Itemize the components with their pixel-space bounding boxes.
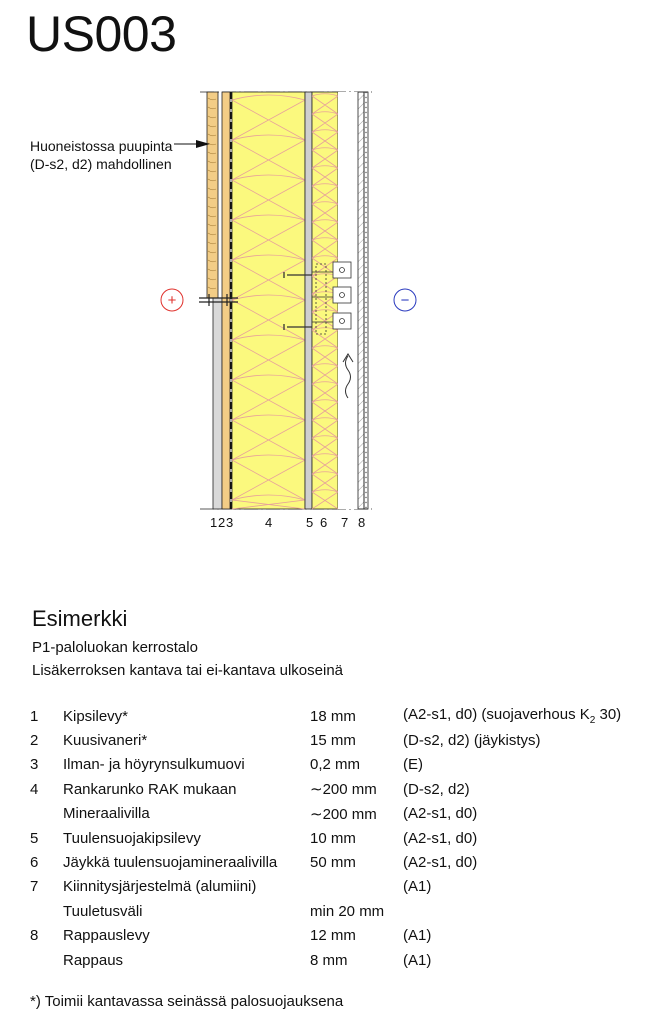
layer-number-cell: 7 <box>30 878 39 896</box>
thickness-cell <box>310 875 403 899</box>
fire-class-text: (A1) <box>403 927 432 945</box>
layer-table <box>30 704 621 972</box>
layer-number-cell <box>30 948 63 972</box>
table-row <box>30 850 621 874</box>
thickness-cell: ∼200 mm <box>310 781 377 799</box>
section-subtitle-2: Lisäkerroksen kantava tai ei-kantava ulkoseinä <box>32 662 344 679</box>
material-cell: Mineraalivilla <box>63 805 150 823</box>
layer-number-cell: 6 <box>30 854 39 872</box>
material-cell: Tuulensuojakipsilevy <box>63 829 201 847</box>
fire-class-text: (A1) <box>403 878 432 896</box>
table-row <box>30 802 621 826</box>
layer-8-render <box>364 92 368 509</box>
layer-number: 7 <box>341 515 349 530</box>
fire-class-cell <box>403 875 621 899</box>
thickness-cell: 0,2 mm <box>310 756 361 774</box>
fire-class-text: (A2-s1, d0) <box>403 829 478 847</box>
annotation-line-2: (D-s2, d2) mahdollinen <box>30 156 172 172</box>
thickness-cell: 15 mm <box>310 732 356 750</box>
fire-class-text: (A1) <box>403 951 432 969</box>
fire-class-text: (A2-s1, d0) <box>403 805 478 823</box>
footnote: *) Toimii kantavassa seinässä palosuojauksena <box>30 993 344 1010</box>
layer-number-cell: 8 <box>30 927 39 945</box>
wood-panel <box>207 92 218 298</box>
layer-number-cell <box>30 802 63 826</box>
layer-number-cell: 4 <box>30 780 39 798</box>
layer-number-cell: 3 <box>30 756 39 774</box>
fire-class-cell <box>403 948 621 972</box>
drawing-title: US003 <box>26 6 177 62</box>
thickness-cell: 50 mm <box>310 854 356 872</box>
layer-number: 2 <box>218 515 226 530</box>
fire-class-cell <box>403 753 621 777</box>
fire-class-text: (A2-s1, d0) (suojaverhous K <box>403 706 590 724</box>
thickness-cell: 12 mm <box>310 927 356 945</box>
surface-annotation <box>30 137 172 173</box>
layer-number: 5 <box>306 515 314 530</box>
material-cell: Rappaus <box>63 951 124 969</box>
fire-class-text: (D-s2, d2) <box>403 780 470 798</box>
layer-4-mineral-wool <box>232 92 305 509</box>
layer-number: 4 <box>265 515 273 530</box>
layer-number-cell <box>30 899 63 923</box>
fire-class-cell <box>403 924 621 948</box>
table-row <box>30 875 621 899</box>
table-row <box>30 826 621 850</box>
table-row <box>30 704 621 728</box>
fire-class-text: (D-s2, d2) (jäykistys) <box>403 732 541 750</box>
fire-class-cell <box>403 850 621 874</box>
thickness-cell: 8 mm <box>310 951 348 969</box>
table-row <box>30 948 621 972</box>
fire-class-suffix: 30) <box>595 706 622 724</box>
material-cell: Rappauslevy <box>63 927 150 945</box>
material-cell: Rankarunko RAK mukaan <box>63 780 237 798</box>
thickness-cell: 18 mm <box>310 707 356 725</box>
layer-number: 1 <box>210 515 218 530</box>
layer-2-plywood <box>222 92 230 509</box>
layer-1-gypsum-board <box>213 298 222 509</box>
layer-number: 8 <box>358 515 366 530</box>
fire-class-text: (A2-s1, d0) <box>403 854 478 872</box>
table-row <box>30 728 621 752</box>
fire-class-cell <box>403 704 621 728</box>
section-subtitle-1: P1-paloluokan kerrostalo <box>32 639 198 656</box>
thickness-cell: ∼200 mm <box>310 805 377 823</box>
table-row <box>30 899 621 923</box>
section-heading: Esimerkki <box>32 606 128 631</box>
layer-8-render-board <box>358 92 364 509</box>
material-cell: Jäykkä tuulensuojamineraalivilla <box>63 854 278 872</box>
fire-class-cell <box>403 728 621 752</box>
thickness-cell: 10 mm <box>310 829 356 847</box>
table-row <box>30 753 621 777</box>
layer-number-cell: 2 <box>30 732 39 750</box>
material-cell: Kiinnitysjärjestelmä (alumiini) <box>63 878 257 896</box>
layer-number-cell: 1 <box>30 707 39 725</box>
layer-number: 3 <box>226 515 234 530</box>
layer-number: 6 <box>320 515 328 530</box>
fire-class-cell <box>403 777 621 801</box>
material-cell: Ilman- ja höyrynsulkumuovi <box>63 756 245 774</box>
fire-class-cell <box>403 826 621 850</box>
table-row <box>30 777 621 801</box>
fire-class-text: (E) <box>403 756 423 774</box>
thickness-cell: min 20 mm <box>310 902 385 920</box>
fire-class-subscript: 2 <box>589 715 596 727</box>
warm-side-sign: + <box>167 292 177 309</box>
fire-class-cell <box>403 802 621 826</box>
table-row <box>30 924 621 948</box>
layer-5-wind-gypsum <box>305 92 312 509</box>
material-cell: Tuuletusväli <box>63 902 143 920</box>
annotation-line-1: Huoneistossa puupinta <box>30 138 173 154</box>
cold-side-sign: − <box>400 292 410 309</box>
layer-number-cell: 5 <box>30 829 39 847</box>
material-cell: Kipsilevy* <box>63 707 129 725</box>
material-cell: Kuusivaneri* <box>63 732 148 750</box>
fire-class-cell <box>403 899 621 923</box>
